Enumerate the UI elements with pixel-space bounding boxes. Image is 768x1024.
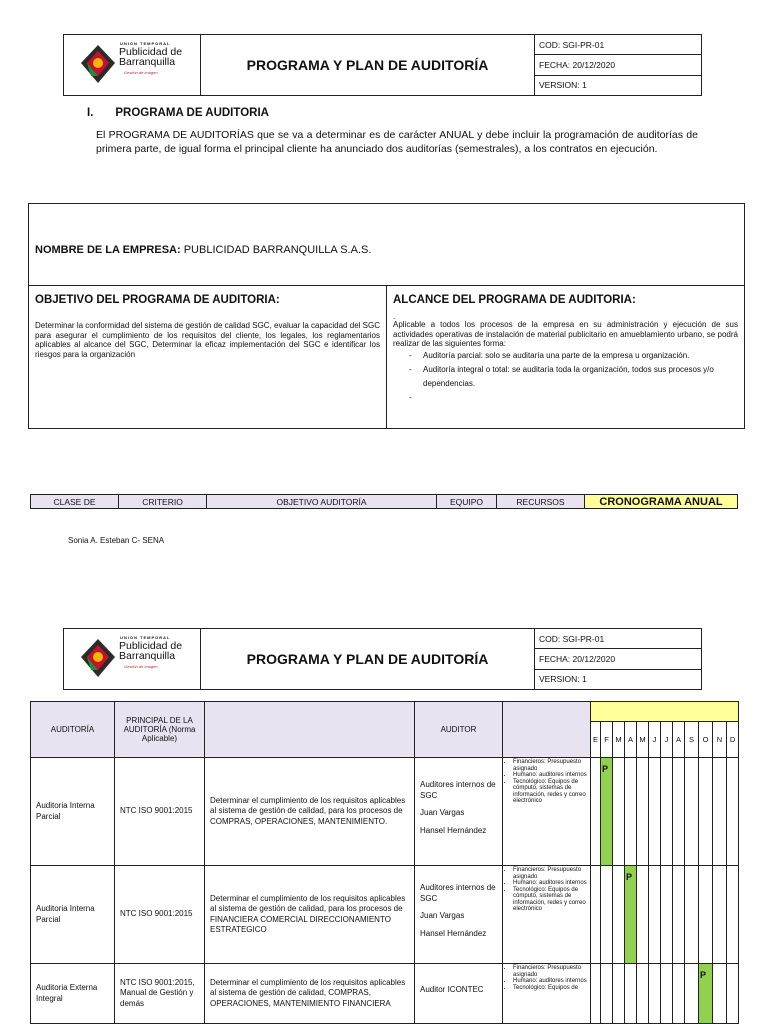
auditor-name: Hansel Hernández (420, 825, 487, 835)
logo-line2: Barranquilla (119, 56, 176, 68)
resource-item: • Humano: auditores internos (513, 880, 588, 887)
company-logo (64, 35, 201, 95)
logo-top-text: UNION TEMPORAL (120, 41, 171, 46)
auditor-cell (415, 866, 503, 964)
scope-text: Aplicable a todos los procesos de la empresa en su administración y ejecución de sus actividades operativas de instalación de material publicitario en amueblamiento urbano, se podrá realizar de las siguientes forma: (393, 320, 738, 348)
audit-objective-cell: Determinar el cumplimiento de los requisitos aplicables al sistema de gestión de calidad, para los procesos de FINANCIERA COMERCIAL DIRECCIONAMIENTO ESTRATEGICO (205, 866, 415, 964)
document-title: PROGRAMA Y PLAN DE AUDITORÍA (201, 629, 535, 689)
audit-type-cell: Auditoria Externa Integral (31, 964, 115, 1024)
resource-item: • Humano: auditores internos (513, 772, 588, 779)
logo-top-text: UNION TEMPORAL (120, 635, 171, 640)
document-header (63, 34, 702, 96)
schedule-cell (661, 866, 673, 964)
schedule-cell (625, 964, 637, 1024)
logo-tagline: Gestión de imagen (124, 664, 158, 669)
strip-clase: CLASE DE (31, 495, 119, 508)
schedule-cell (727, 758, 739, 866)
audit-objective-cell: Determinar el cumplimiento de los requisitos aplicables al sistema de gestión de calidad, para los procesos de COMPRAS, OPERACIONES, MANTENIMIENTO. (205, 758, 415, 866)
resource-item: • Tecnológico: Equipos de (513, 985, 588, 992)
schedule-cell (637, 964, 649, 1024)
document-title: PROGRAMA Y PLAN DE AUDITORÍA (201, 35, 535, 95)
resource-item: • Financieros: Presupuesto asignado (513, 759, 588, 772)
resources-list (513, 867, 588, 913)
schedule-header (591, 702, 739, 722)
month-header: A (673, 722, 685, 758)
table-row (31, 758, 739, 866)
section-title: PROGRAMA DE AUDITORIA (115, 107, 269, 119)
month-header: A (625, 722, 637, 758)
doc-version: VERSION: 1 (539, 674, 587, 685)
audit-objective-cell: Determinar el cumplimiento de los requisitos aplicables al sistema de gestión de calidad, COMPRAS, OPERACIONES, MANTENIMIENTO FINANCIERA (205, 964, 415, 1024)
doc-version: VERSION: 1 (539, 80, 587, 91)
auditor-name: Juan Vargas (420, 808, 465, 817)
col-auditor: AUDITOR (415, 702, 503, 758)
schedule-cell (661, 758, 673, 866)
month-header: E (591, 722, 601, 758)
schedule-cell (625, 758, 637, 866)
resources-list (513, 965, 588, 991)
logo-emblem-icon (79, 43, 117, 85)
schedule-cell (637, 758, 649, 866)
month-header: M (613, 722, 625, 758)
schedule-cell (649, 964, 661, 1024)
schedule-cell-planned: P (601, 758, 613, 866)
audit-norm-cell: NTC ISO 9001:2015 (115, 866, 205, 964)
objective-title: OBJETIVO DEL PROGRAMA DE AUDITORIA: (35, 294, 280, 306)
strip-recursos: RECURSOS (497, 495, 585, 508)
month-header: S (685, 722, 699, 758)
month-header: J (661, 722, 673, 758)
auditor-name: Auditor ICONTEC (420, 984, 484, 994)
scope-item: - Auditoría integral o total: se auditaría toda la organización, todos sus procesos y/o dependencias. (409, 363, 738, 391)
strip-criterio: CRITERIO (119, 495, 207, 508)
scope-list (409, 349, 738, 391)
month-header: N (713, 722, 727, 758)
company-label: NOMBRE DE LA EMPRESA: (35, 244, 181, 256)
resource-item: • Tecnológico: Equipos de cómputo, sistemas de información, redes y correo electrónico (513, 887, 588, 913)
table-row (31, 964, 739, 1024)
doc-code: COD: SGI-PR-01 (535, 35, 701, 55)
resources-list (513, 759, 588, 805)
col-objetivo (205, 702, 415, 758)
col-recursos (503, 702, 591, 758)
objective-scope-row (29, 286, 744, 429)
resource-item: • Financieros: Presupuesto asignado (513, 867, 588, 880)
resource-item: • Humano: auditores internos (513, 978, 588, 985)
audit-plan-table (30, 701, 739, 1024)
logo-emblem-icon (79, 637, 117, 679)
schedule-cell (699, 866, 713, 964)
doc-code: COD: SGI-PR-01 (535, 629, 701, 649)
auditor-name: Auditores internos de SGC (420, 883, 496, 903)
auditor-cell (415, 964, 503, 1024)
schedule-cell-planned: P (699, 964, 713, 1024)
program-box (28, 203, 745, 429)
section-paragraph: El PROGRAMA DE AUDITORÍAS que se va a determinar es de carácter ANUAL y debe incluir la programación de auditorías de primera parte, de igual forma el principal cliente ha anunciado dos auditorías (semestrales), a los contratos en ejecución. (96, 129, 698, 155)
schedule-cell (713, 964, 727, 1024)
document-header-2 (63, 628, 702, 690)
strip-equipo: EQUIPO (437, 495, 497, 508)
month-header: M (637, 722, 649, 758)
column-header-strip (30, 494, 738, 509)
col-auditoria: AUDITORÍA (31, 702, 115, 758)
audit-type-cell: Auditoria Interna Parcial (31, 866, 115, 964)
strip-objetivo: OBJETIVO AUDITORÍA (207, 495, 437, 508)
month-header: J (649, 722, 661, 758)
logo-tagline: Gestión de imagen (124, 70, 158, 75)
logo-line2: Barranquilla (119, 650, 176, 662)
schedule-cell (673, 758, 685, 866)
schedule-cell (613, 964, 625, 1024)
schedule-cell (673, 866, 685, 964)
scope-title: ALCANCE DEL PROGRAMA DE AUDITORIA: (393, 294, 636, 306)
doc-date: FECHA: 20/12/2020 (535, 55, 701, 75)
schedule-cell (649, 866, 661, 964)
audit-norm-cell: NTC ISO 9001:2015, Manual de Gestión y demás (115, 964, 205, 1024)
section-number: I. (87, 107, 94, 119)
schedule-cell (601, 866, 613, 964)
section-heading (87, 107, 269, 119)
document-meta (535, 35, 701, 95)
company-value: PUBLICIDAD BARRANQUILLA S.A.S. (183, 244, 372, 256)
schedule-cell (637, 866, 649, 964)
schedule-cell-planned: P (625, 866, 637, 964)
schedule-cell (649, 758, 661, 866)
company-logo (64, 629, 201, 689)
scope-dot: . (393, 312, 396, 321)
schedule-cell (699, 758, 713, 866)
objective-column (29, 286, 387, 429)
auditor-cell (415, 758, 503, 866)
resources-cell (503, 866, 591, 964)
scope-item: - Auditoría parcial: solo se auditaría una parte de la empresa u organización. (409, 349, 738, 363)
page-footer: Sonia A. Esteban C- SENA (68, 536, 165, 545)
logo-wordmark (119, 47, 182, 67)
table-row (31, 866, 739, 964)
document-meta (535, 629, 701, 689)
logo-wordmark (119, 641, 182, 661)
col-principal: PRINCIPAL DE LA AUDITORÍA (Norma Aplicable) (115, 702, 205, 758)
schedule-cell (685, 964, 699, 1024)
scope-column (387, 286, 744, 429)
resources-cell (503, 964, 591, 1024)
schedule-cell (685, 866, 699, 964)
auditor-name: Juan Vargas (420, 911, 465, 920)
doc-date: FECHA: 20/12/2020 (535, 649, 701, 669)
schedule-cell (591, 758, 601, 866)
schedule-cell (601, 964, 613, 1024)
auditor-name: Hansel Hernández (420, 928, 487, 938)
strip-cronograma: CRONOGRAMA ANUAL (585, 495, 737, 508)
schedule-cell (727, 964, 739, 1024)
schedule-cell (727, 866, 739, 964)
schedule-cell (591, 866, 601, 964)
company-name-line (35, 244, 371, 256)
month-header: F (601, 722, 613, 758)
schedule-cell (613, 758, 625, 866)
schedule-cell (713, 758, 727, 866)
schedule-cell (713, 866, 727, 964)
logo-line1: Publicidad de (119, 46, 183, 58)
schedule-cell (591, 964, 601, 1024)
resources-cell (503, 758, 591, 866)
schedule-cell (661, 964, 673, 1024)
schedule-cell (613, 866, 625, 964)
resource-item: • Tecnológico: Equipos de cómputo, sistemas de información, redes y correo electrónico (513, 779, 588, 805)
audit-type-cell: Auditoria Interna Parcial (31, 758, 115, 866)
schedule-cell (673, 964, 685, 1024)
logo-line1: Publicidad de (119, 640, 183, 652)
schedule-cell (685, 758, 699, 866)
resource-item: • Financieros: Presupuesto asignado (513, 965, 588, 978)
company-row (29, 204, 744, 286)
audit-norm-cell: NTC ISO 9001:2015 (115, 758, 205, 866)
month-header: O (699, 722, 713, 758)
month-header: D (727, 722, 739, 758)
objective-text: Determinar la conformidad del sistema de gestión de calidad SGC, evaluar la capacidad del SGC para asegurar el cumplimiento de los requisitos del cliente, los legales, los reglamentarios aplicables al alcance del SGC, Determinar la eficaz implementación del SGC e identificar los riesgos para la organización (35, 321, 380, 359)
auditor-name: Auditores internos de SGC (420, 780, 496, 800)
